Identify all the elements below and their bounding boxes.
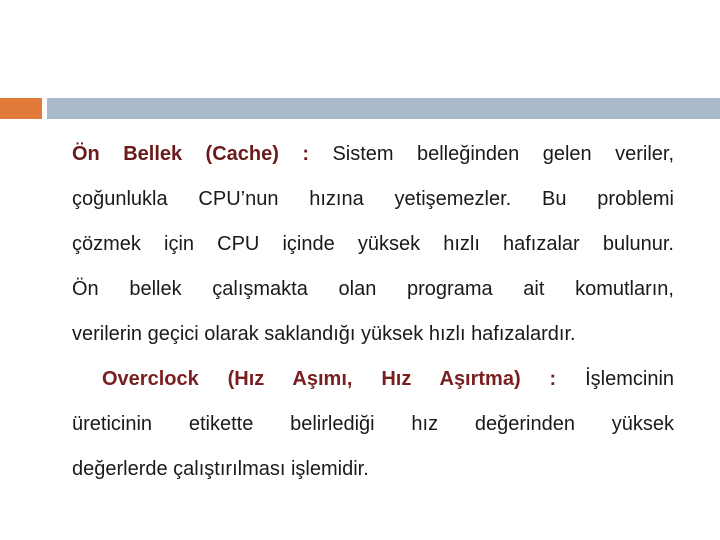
cache-paragraph-line-1 [72, 135, 674, 180]
title-rule-bar [47, 98, 720, 119]
overclock-paragraph-line-2: üreticinin etikette belirlediği hız değerinden yüksek [72, 413, 674, 435]
overclock-term: Overclock (Hız Aşımı, Hız Aşırtma) : [102, 368, 557, 390]
accent-bar [0, 98, 42, 119]
cache-paragraph-line-2: çoğunlukla CPU’nun hızına yetişemezler. Bu problemi [72, 188, 674, 210]
cache-paragraph-line-4: Ön bellek çalışmakta olan programa ait komutların, [72, 278, 674, 300]
slide-content [72, 135, 674, 495]
cache-paragraph-line-5: verilerin geçici olarak saklandığı yüksek hızlı hafızalardır. [72, 323, 576, 345]
overclock-paragraph-line-3: değerlerde çalıştırılması işlemidir. [72, 458, 369, 480]
cache-line-1-text: Sistem belleğinden gelen veriler, [332, 143, 674, 165]
overclock-line-1-text: İşlemcinin [585, 368, 675, 390]
cache-paragraph-line-3: çözmek için CPU içinde yüksek hızlı hafızalar bulunur. [72, 233, 674, 255]
cache-term: Ön Bellek (Cache) : [72, 143, 309, 165]
overclock-paragraph-line-1 [72, 360, 674, 405]
